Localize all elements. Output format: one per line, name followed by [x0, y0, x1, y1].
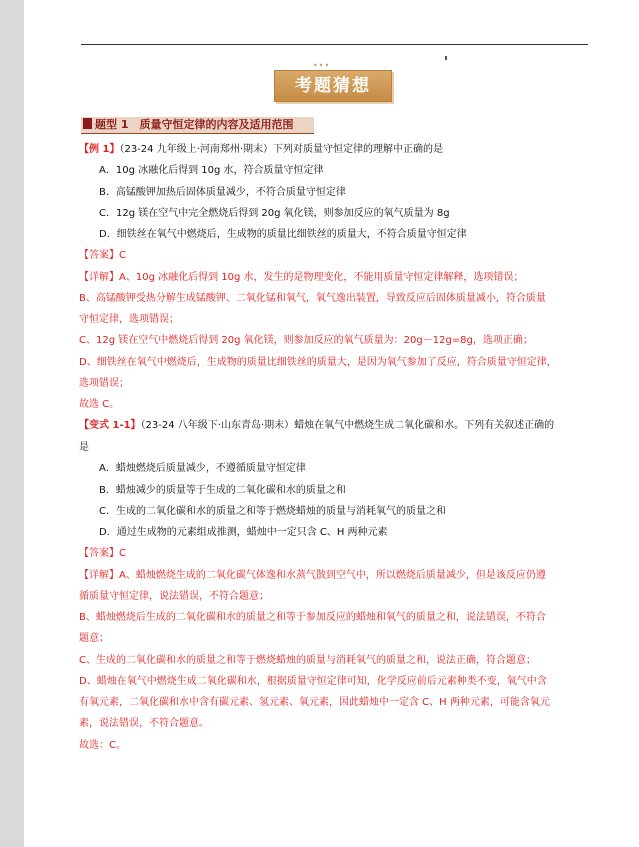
header-rule	[81, 44, 588, 45]
variant-1-detail-line: 循质量守恒定律，说法错误，不符合题意；	[79, 591, 269, 602]
example-1-detail-line: 选项错误；	[79, 378, 129, 389]
detail-text: A、蜡烛燃烧生成的二氧化碳气体逸和水蒸气散到空气中，所以燃烧后质量减少，但是该反应仍遵	[119, 570, 546, 581]
document-page	[24, 0, 639, 847]
example-1-option-b: B．高锰酸钾加热后固体质量减少，不符合质量守恒定律	[99, 187, 346, 198]
example-1-detail-line: D、细铁丝在氧气中燃烧后，生成物的质量比细铁丝的质量大，是因为氧气参加了反应，符合质量守恒定律，	[79, 357, 557, 368]
example-1-detail-line	[79, 271, 524, 285]
variant-1-detail-line	[79, 569, 546, 583]
variant-1-conclusion: 故选：C。	[79, 740, 126, 751]
banner-dots: •••	[313, 61, 331, 70]
example-1-question	[79, 143, 443, 157]
example-1-answer	[79, 249, 126, 263]
section-heading	[81, 117, 314, 134]
detail-label: 【详解】	[79, 570, 119, 581]
variant-1-answer	[79, 547, 126, 561]
page-gutter	[0, 0, 24, 847]
variant-1-option-c: C．生成的二氧化碳和水的质量之和等于燃烧蜡烛的质量与消耗氧气的质量之和	[99, 506, 446, 517]
variant-1-detail-line: D、蜡烛在氧气中燃烧生成二氧化碳和水，根据质量守恒定律可知，化学反应前后元素种类不变，氧气中含	[79, 676, 547, 687]
variant-1-detail-line: C、生成的二氧化碳和水的质量之和等于燃烧蜡烛的质量与消耗氧气的质量之和，说法正确，符合题意；	[79, 655, 536, 666]
banner-title: 考题猜想	[274, 70, 392, 102]
variant-1-question-text: 蜡烛在氧气中燃烧生成二氧化碳和水。下列有关叙述正确的	[294, 420, 555, 431]
variant-1-option-d: D．通过生成物的元素组成推测，蜡烛中一定只含 C、H 两种元素	[99, 527, 388, 538]
variant-1-source: （23-24 八年级下·山东青岛·期末）	[140, 420, 295, 431]
answer-value: C	[119, 548, 126, 559]
variant-1-detail-line: 有氧元素，二氧化碳和水中含有碳元素、氢元素、氧元素，因此蜡烛中一定含 C、H 两种元素，可能含氧元	[79, 697, 550, 708]
variant-1-detail-line: B、蜡烛燃烧后生成的二氧化碳和水的质量之和等于参加反应的蜡烛和氧气的质量之和，说法错误，不符合	[79, 612, 546, 623]
section-title: 题型 1 质量守恒定律的内容及适用范围	[95, 118, 294, 131]
section-square-icon	[83, 118, 92, 129]
variant-1-option-a: A．蜡烛燃烧后质量减少，不遵循质量守恒定律	[99, 463, 306, 474]
answer-value: C	[119, 250, 126, 261]
variant-1-detail-line: 题意；	[79, 633, 109, 644]
variant-1-question-cont: 是	[79, 442, 89, 453]
page-mark	[445, 56, 447, 60]
answer-label: 【答案】	[79, 250, 119, 261]
detail-label: 【详解】	[79, 272, 119, 283]
example-1-option-c: C．12g 镁在空气中完全燃烧后得到 20g 氧化镁，则参加反应的氧气质量为 8g	[99, 208, 450, 219]
example-1-label: 【例 1】	[79, 144, 120, 155]
answer-label: 【答案】	[79, 548, 119, 559]
example-1-question-text: 下列对质量守恒定律的理解中正确的是	[273, 144, 444, 155]
variant-1-label: 【变式 1-1】	[79, 420, 141, 431]
example-1-option-a: A．10g 冰融化后得到 10g 水，符合质量守恒定律	[99, 165, 324, 176]
title-banner	[274, 62, 392, 102]
example-1-detail-line: C、12g 镁在空气中燃烧后得到 20g 氧化镁，则参加反应的氧气质量为：20g－12g=8g，选项正确；	[79, 335, 533, 346]
variant-1-option-b: B．蜡烛减少的质量等于生成的二氧化碳和水的质量之和	[99, 485, 346, 496]
detail-text: A、10g 冰融化后得到 10g 水，发生的是物理变化，不能用质量守恒定律解释，选项错误；	[119, 272, 524, 283]
example-1-source: （23-24 九年级上·河南郑州·期末）	[119, 144, 274, 155]
variant-1-detail-line: 素，说法错误，不符合题意。	[79, 718, 209, 729]
example-1-conclusion: 故选 C。	[79, 399, 120, 410]
example-1-detail-line: B、高锰酸钾受热分解生成锰酸钾、二氧化锰和氧气，氧气逸出装置，导致反应后固体质量减小，符合质量	[79, 293, 546, 304]
example-1-option-d: D．细铁丝在氧气中燃烧后，生成物的质量比细铁丝的质量大，不符合质量守恒定律	[99, 229, 467, 240]
example-1-detail-line: 守恒定律，选项错误；	[79, 314, 179, 325]
variant-1-question	[79, 419, 554, 433]
